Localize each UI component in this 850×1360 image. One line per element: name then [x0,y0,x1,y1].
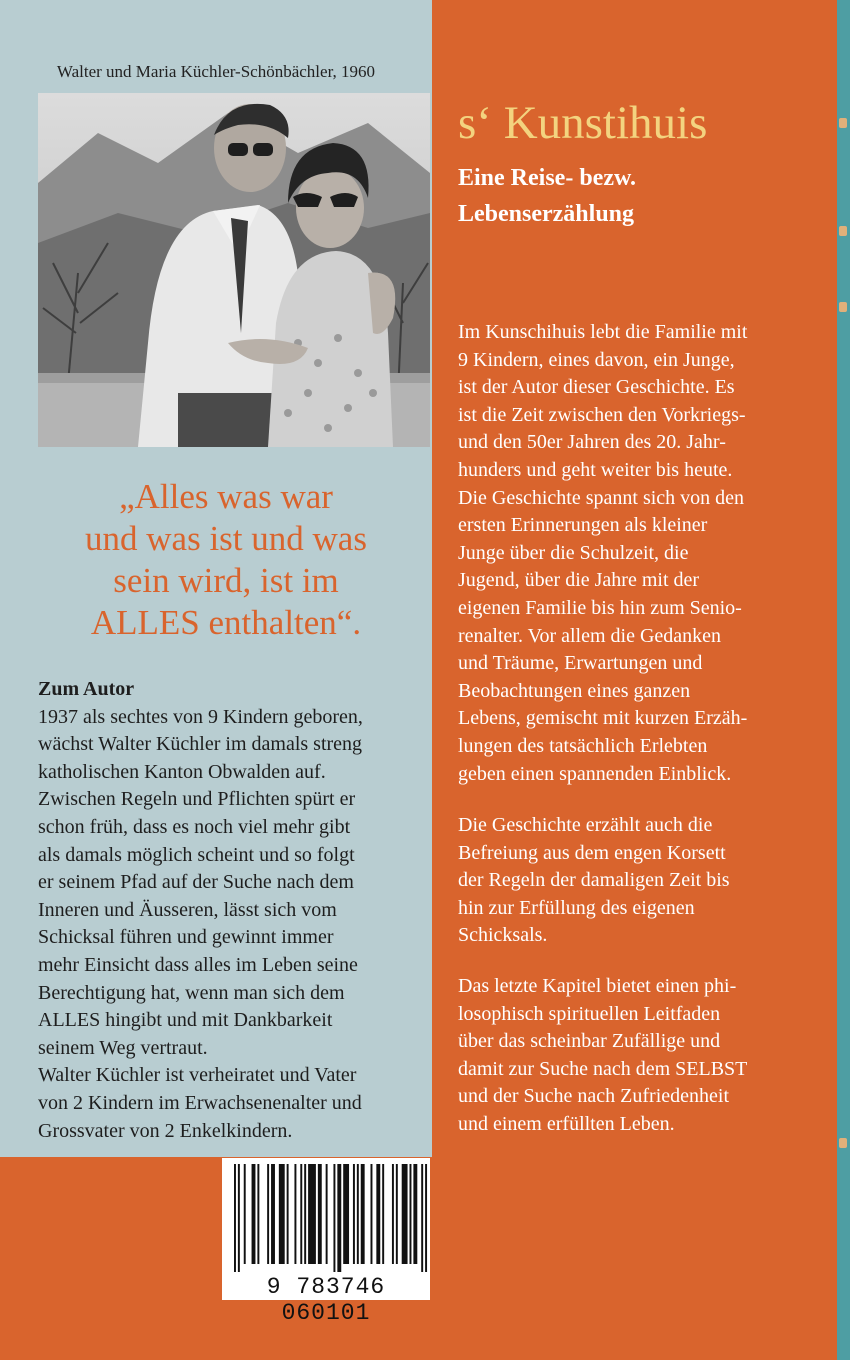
about-line: mehr Einsicht dass alles im Leben seine [38,953,358,976]
isbn-barcode [222,1158,430,1326]
about-line: er seinem Pfad auf der Suche nach dem [38,871,354,894]
about-line: schon früh, dass es noch viel mehr gibt [38,815,351,838]
quote-line: sein wird, ist im [113,561,339,600]
blurb-line: ersten Erinnerungen als kleiner [458,514,708,537]
blurb-line: über das scheinbar Zufällige und [458,1030,721,1053]
about-line: katholischen Kanton Obwalden auf. [38,760,326,783]
book-title: s‘ Kunstihuis [458,97,708,149]
blurb-line: geben einen spannenden Einblick. [458,762,732,785]
blurb-line: Jugend, über die Jahre mit der [458,569,700,592]
blurb-line: der Regeln der damaligen Zeit bis [458,869,730,892]
about-line: Zwischen Regeln und Pflichten spürt er [38,788,356,811]
blurb-line: Junge über die Schulzeit, die [458,541,689,564]
about-line: als damals möglich scheint und so folgt [38,843,355,866]
blurb-line: Befreiung aus dem engen Korsett [458,841,726,864]
quote-line: ALLES enthalten“. [90,603,362,642]
blurb-paragraph-2 [458,812,798,950]
blurb-line: hin zur Erfüllung des eigenen [458,896,695,919]
spine-strip [837,0,850,1360]
blurb-line: damit zur Suche nach dem SELBST [458,1057,748,1080]
about-author-heading: Zum Autor [38,678,135,700]
blurb-line: ist der Autor dieser Geschichte. Es [458,376,735,399]
quote-line: und was ist und was [85,519,367,558]
about-line: ALLES hingibt und mit Dankbarkeit [38,1009,333,1032]
book-subtitle [458,160,636,232]
about-author-section [38,676,423,1145]
about-line: Grossvater von 2 Enkelkindern. [38,1119,293,1142]
blurb-line: losophisch spirituellen Leitfaden [458,1002,721,1025]
blurb-line: eigenen Familie bis hin zum Senio- [458,596,742,619]
blurb-line: Die Geschichte spannt sich von den [458,486,745,509]
blurb-line: und einem erfüllten Leben. [458,1112,675,1135]
spine-mark [839,302,847,312]
about-line: Inneren und Äusseren, lässt sich vom [38,898,337,921]
about-line: 1937 als sechtes von 9 Kindern geboren, [38,705,363,728]
spine-mark [839,118,847,128]
spine-mark [839,1138,847,1148]
blurb-line: Schicksals. [458,924,548,947]
barcode-bars [222,1158,430,1274]
blurb-line: renalter. Vor allem die Gedanken [458,624,722,647]
about-line: seinem Weg vertraut. [38,1036,208,1059]
blurb-line: ist die Zeit zwischen den Vorkriegs- [458,403,746,426]
about-author-text [38,704,423,1146]
blurb-line: und den 50er Jahren des 20. Jahr- [458,431,726,454]
photo-caption: Walter und Maria Küchler-Schönbächler, 1960 [56,62,376,81]
subtitle-line: Eine Reise- bezw. [458,165,636,191]
about-line: Schicksal führen und gewinnt immer [38,926,334,949]
blurb-line: lungen des tatsächlich Erlebten [458,734,708,757]
blurb-line: Im Kunschihuis lebt die Familie mit [458,321,748,343]
couple-photo [38,93,430,447]
blurb-line: Die Geschichte erzählt auch die [458,814,713,836]
blurb-line: 9 Kindern, eines davon, ein Junge, [458,348,735,371]
about-line: wächst Walter Küchler im damals streng [38,733,363,756]
quote-line: „Alles was war [119,477,333,516]
about-line: von 2 Kindern im Erwachsenenalter und [38,1091,362,1114]
isbn-number: 9 783746 060101 [266,1274,386,1326]
spine-mark [839,226,847,236]
about-line: Walter Küchler ist verheiratet und Vater [38,1064,357,1087]
blurb-line: und der Suche nach Zufriedenheit [458,1085,730,1108]
blurb-line: Beobachtungen eines ganzen [458,679,691,702]
about-line: Berechtigung hat, wenn man sich dem [38,981,345,1004]
blurb-paragraph-1 [458,319,798,788]
subtitle-line: Lebenserzählung [458,201,635,227]
blurb-paragraph-3 [458,973,798,1139]
author-quote [30,476,422,644]
blurb-line: Lebens, gemischt mit kurzen Erzäh- [458,707,748,730]
blurb-line: und Träume, Erwartungen und [458,652,703,675]
blurb-line: hunders und geht weiter bis heute. [458,458,733,481]
blurb-line: Das letzte Kapitel bietet einen phi- [458,975,737,997]
